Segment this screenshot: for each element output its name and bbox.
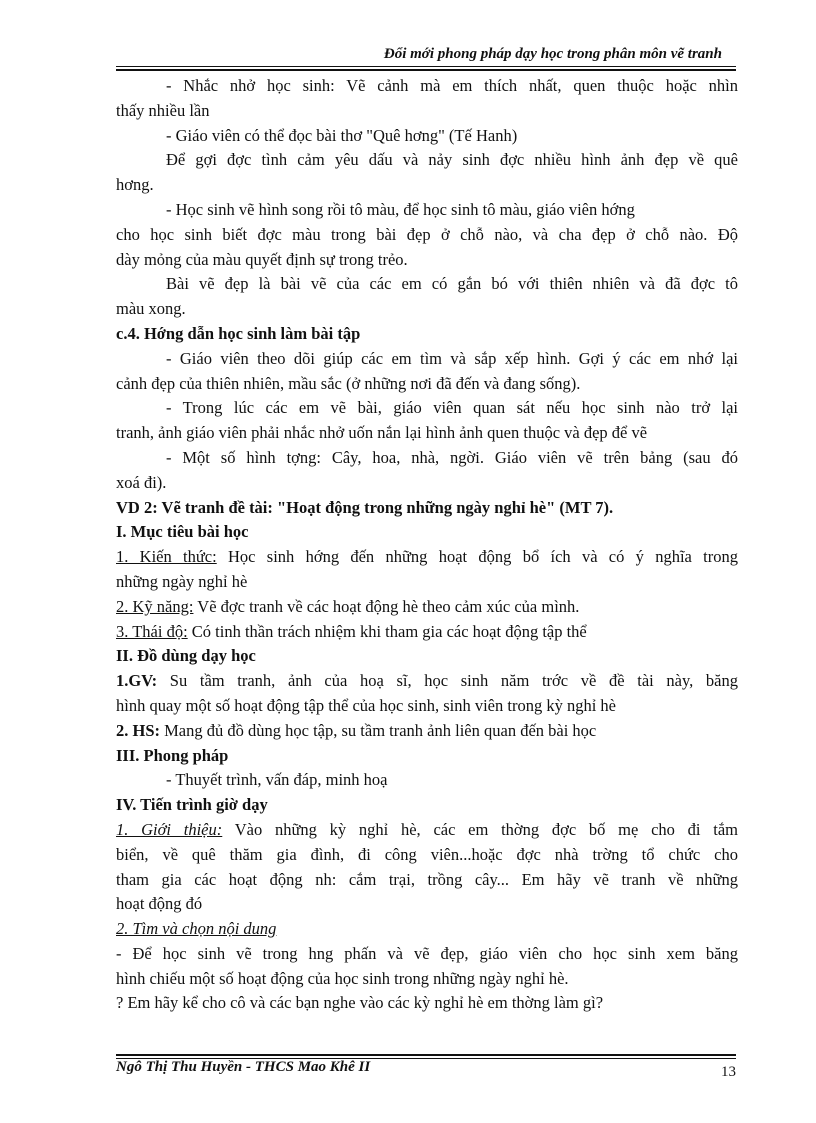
- paragraph-line: những ngày nghỉ hè: [116, 571, 248, 591]
- header-rule-top: [116, 66, 736, 67]
- paragraph-line: - Để học sinh vẽ trong hng phấn và vẽ đẹp, giáo viên cho học sinh xem băng: [116, 943, 738, 963]
- paragraph-line: hình chiếu một số hoạt động của học sinh trong những ngày nghỉ hè.: [116, 968, 569, 988]
- paragraph-line: 2. HS: Mang đủ đồ dùng học tập, su tầm tranh ảnh liên quan đến bài học: [116, 720, 597, 740]
- paragraph-line: 2. Kỹ năng: Vẽ đợc tranh về các hoạt động hè theo cảm xúc của mình.: [116, 596, 580, 616]
- subheading-skill: 2. Kỹ năng:: [116, 596, 194, 616]
- section-heading: II. Đồ dùng dạy học: [116, 646, 256, 666]
- paragraph-line: hình quay một số hoạt động tập thể của học sinh, sinh viên trong kỳ nghỉ hè: [116, 695, 616, 715]
- subheading-content: 2. Tìm và chọn nội dung: [116, 919, 277, 939]
- paragraph-line: màu xong.: [116, 299, 186, 319]
- header-rule-bottom: [116, 69, 736, 71]
- footer-rule-top: [116, 1054, 736, 1056]
- paragraph-line: dày mỏng của màu quyết định sự trong trẻo.: [116, 249, 408, 269]
- paragraph-line: xoá đi).: [116, 472, 167, 492]
- paragraph-line: 3. Thái độ: Có tinh thần trách nhiệm khi tham gia các hoạt động tập thể: [116, 621, 587, 641]
- section-heading: IV. Tiến trình giờ dạy: [116, 795, 268, 815]
- section-heading: I. Mục tiêu bài học: [116, 522, 249, 542]
- label-hs: 2. HS:: [116, 720, 161, 740]
- paragraph-line: tham gia các hoạt động nh: cắm trại, trồng cây... Em hãy vẽ tranh về những: [116, 869, 738, 889]
- paragraph-line: Để gợi đợc tình cảm yêu dấu và nảy sinh đợc nhiều hình ảnh đẹp về quê: [166, 150, 738, 170]
- paragraph-line: - Nhắc nhở học sinh: Vẽ cảnh mà em thích nhất, quen thuộc hoặc nhìn: [166, 76, 738, 95]
- paragraph-line: hơng.: [116, 175, 154, 195]
- paragraph-line: 1. Kiến thức: Học sinh hớng đến những hoạt động bổ ích và có ý nghĩa trong: [116, 547, 738, 567]
- paragraph-line: ? Em hãy kể cho cô và các bạn nghe vào các kỳ nghỉ hè em thờng làm gì?: [116, 993, 604, 1013]
- paragraph-line: 1. Giới thiệu: Vào những kỳ nghỉ hè, các em thờng đợc bố mẹ cho đi tắm: [116, 819, 738, 839]
- section-heading: III. Phong pháp: [116, 745, 229, 765]
- paragraph-line: - Trong lúc các em vẽ bài, giáo viên quan sát nếu học sinh nào trở lại: [166, 398, 738, 418]
- paragraph-line: - Một số hình tợng: Cây, hoa, nhà, ngời. Giáo viên vẽ trên bảng (sau đó: [166, 447, 738, 467]
- paragraph-line: - Thuyết trình, vấn đáp, minh hoạ: [166, 770, 388, 790]
- label-gv: 1.GV:: [116, 671, 158, 691]
- paragraph-line: - Học sinh vẽ hình song rồi tô màu, để học sinh tô màu, giáo viên hớng: [166, 199, 635, 219]
- paragraph-line: - Giáo viên theo dõi giúp các em tìm và sắp xếp hình. Gợi ý các em nhớ lại: [166, 348, 738, 368]
- footer-author: Ngô Thị Thu Huyền - THCS Mao Khê II: [116, 1059, 371, 1075]
- header-title: Đổi mới phong pháp dạy học trong phân môn vẽ tranh: [383, 46, 722, 62]
- paragraph-line: tranh, ảnh giáo viên phải nhắc nhở uốn nắn lại hình ảnh quen thuộc và đẹp để vẽ: [116, 423, 648, 443]
- paragraph-line: hoạt động đó: [116, 894, 203, 914]
- paragraph-line: biển, về quê thăm gia đình, đi công viên...hoặc đợc nhà trờng tổ chức cho: [116, 844, 738, 864]
- section-heading: c.4. Hớng dẫn học sinh làm bài tập: [116, 323, 361, 343]
- subheading-attitude: 3. Thái độ:: [116, 621, 188, 641]
- paragraph-line: 1.GV: Su tầm tranh, ảnh của hoạ sĩ, học sinh năm trớc về đề tài này, băng: [116, 671, 738, 691]
- page-number: 13: [721, 1064, 736, 1080]
- paragraph-line: thấy nhiều lần: [116, 100, 210, 120]
- paragraph-line: cảnh đẹp của thiên nhiên, mầu sắc (ở những nơi đã đến và đang sống).: [116, 373, 581, 393]
- paragraph-line: cho học sinh biết đợc màu trong bài đẹp ở chỗ nào, và cha đẹp ở chỗ nào. Độ: [116, 224, 738, 244]
- paragraph-line: - Giáo viên có thể đọc bài thơ "Quê hơng" (Tế Hanh): [166, 125, 518, 145]
- body-text: [116, 74, 738, 1016]
- example-heading: VD 2: Vẽ tranh đề tài: "Hoạt động trong những ngày nghỉ hè" (MT 7).: [116, 497, 614, 517]
- subheading-knowledge: 1. Kiến thức:: [116, 547, 217, 567]
- paragraph-line: Bài vẽ đẹp là bài vẽ của các em có gắn bó với thiên nhiên và đã đợc tô: [166, 274, 738, 294]
- subheading-intro: 1. Giới thiệu:: [116, 819, 223, 839]
